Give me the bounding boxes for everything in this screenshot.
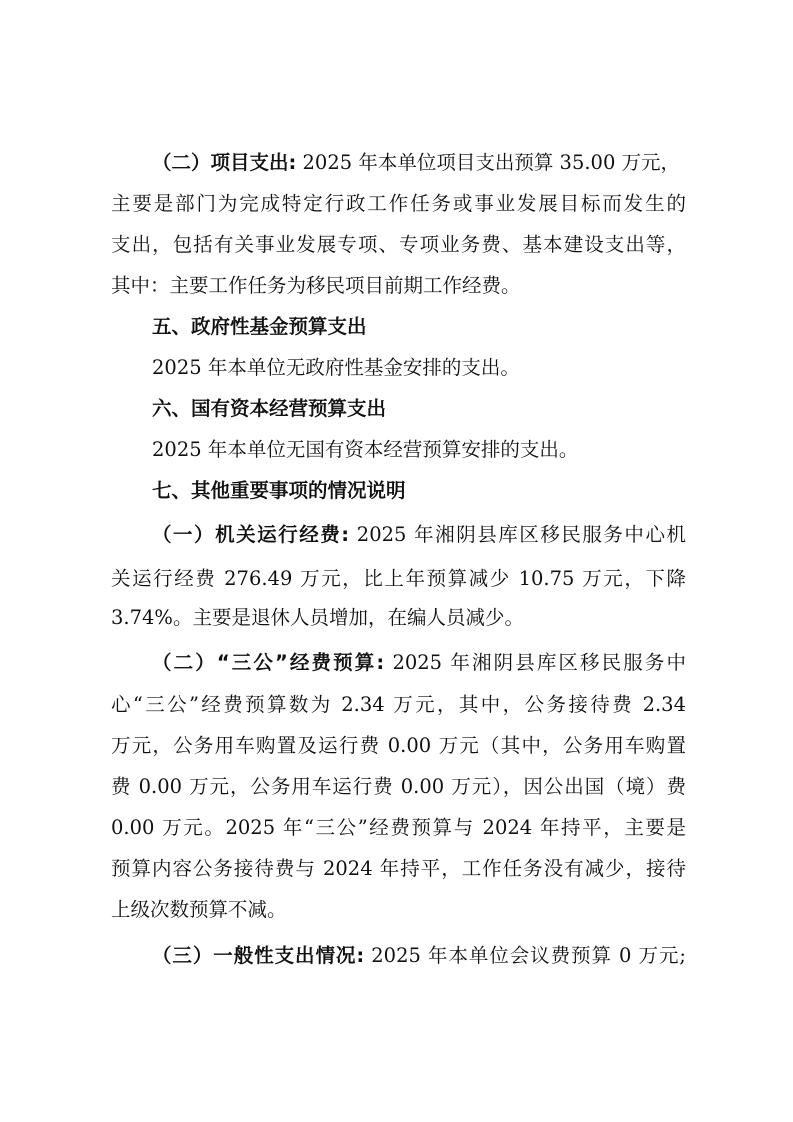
three-public-text: 2025 年湘阴县库区移民服务中 <box>384 651 686 674</box>
paragraph-line: 2025 年本单位无国有资本经营预算安排的支出。 <box>152 438 579 461</box>
paragraph-line: 2025 年本单位无政府性基金安排的支出。 <box>152 356 520 379</box>
section-heading-gov-fund: 五、政府性基金预算支出 <box>152 315 367 338</box>
general-expense-line-1 <box>152 939 686 973</box>
three-public-label: （二）“三公”经费预算: <box>152 651 385 674</box>
project-expense-text: 2025 年本单位项目支出预算 35.00 万元， <box>296 151 681 174</box>
general-expense-label: （三）一般性支出情况: <box>152 944 365 967</box>
paragraph-line: 万元，公务用车购置及运行费 0.00 万元（其中，公务用车购置 <box>111 734 686 757</box>
paragraph-line: 上级次数预算不减。 <box>111 898 287 921</box>
paragraph-line: 关运行经费 276.49 万元，比上年预算减少 10.75 万元，下降 <box>111 567 686 590</box>
section-heading-state-capital: 六、国有资本经营预算支出 <box>152 397 387 420</box>
paragraph-line: 费 0.00 万元，公务用车运行费 0.00 万元），因公出国（境）费 <box>111 775 686 798</box>
section-heading-other: 七、其他重要事项的情况说明 <box>152 479 406 502</box>
paragraph-line: 3.74%。主要是退休人员增加，在编人员减少。 <box>111 606 524 629</box>
paragraph-line: 预算内容公务接待费与 2024 年持平，工作任务没有减少，接待 <box>111 857 686 880</box>
general-expense-text: 2025 年本单位会议费预算 0 万元; <box>364 944 686 967</box>
three-public-line-1 <box>152 646 686 680</box>
paragraph-line: 主要是部门为完成特定行政工作任务或事业发展目标而发生的 <box>111 192 686 215</box>
paragraph-line: 其中：主要工作任务为移民项目前期工作经费。 <box>111 274 521 297</box>
project-expense-label: （二）项目支出: <box>152 151 297 174</box>
operating-expense-line-1 <box>152 518 686 552</box>
operating-expense-text: 2025 年湘阴县库区移民服务中心机 <box>349 523 686 546</box>
operating-expense-label: （一）机关运行经费: <box>152 523 350 546</box>
paragraph-line: 0.00 万元。2025 年“三公”经费预算与 2024 年持平，主要是 <box>111 816 686 839</box>
paragraph-line: 心“三公”经费预算数为 2.34 万元，其中，公务接待费 2.34 <box>111 693 686 716</box>
paragraph-line: 支出，包括有关事业发展专项、专项业务费、基本建设支出等， <box>111 233 686 256</box>
project-expense-line-1 <box>152 146 686 180</box>
